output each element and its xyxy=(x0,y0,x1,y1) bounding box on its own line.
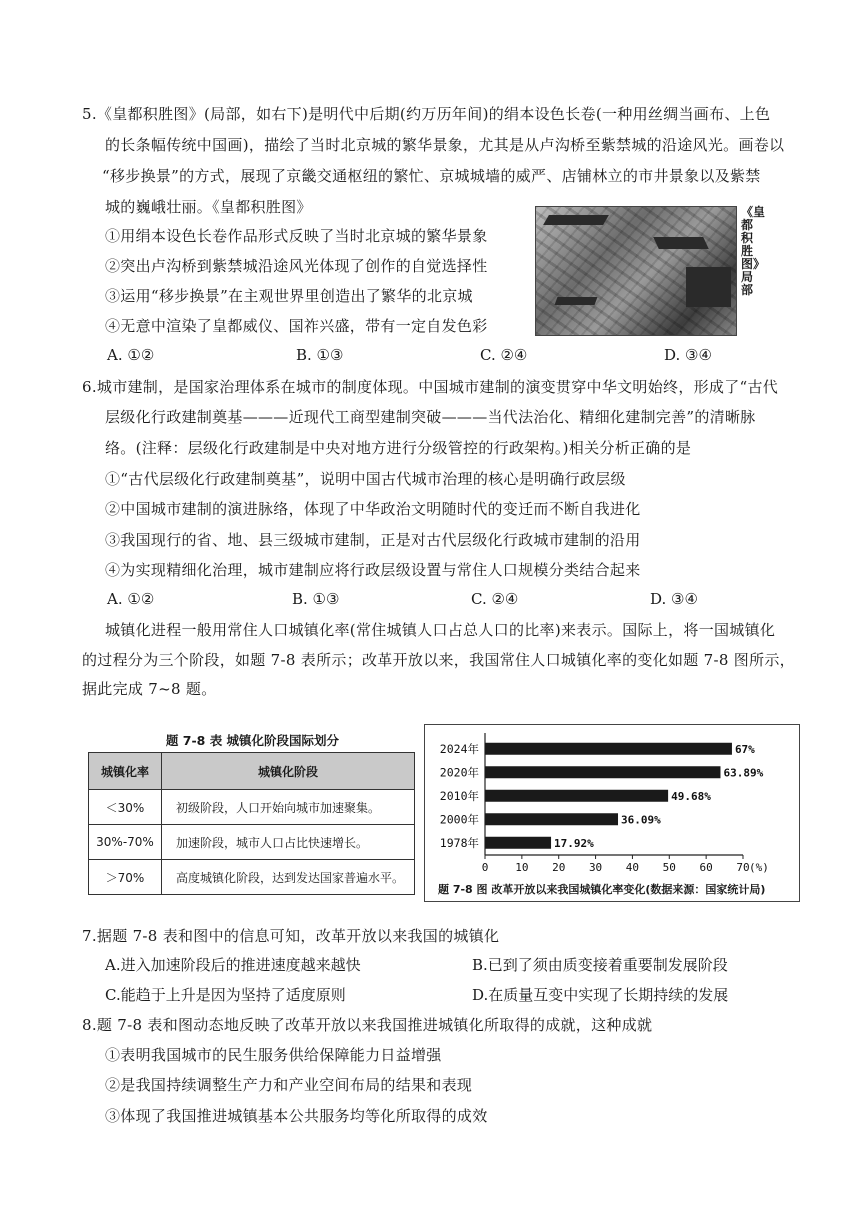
table-row xyxy=(89,825,415,860)
bar xyxy=(485,813,618,825)
table-header-row xyxy=(89,753,415,790)
category-label: 1978年 xyxy=(439,835,479,850)
bar xyxy=(485,743,732,755)
x-tick-label: 10 xyxy=(515,861,529,874)
q6-line-2: 层级化行政建制奠基———近现代工商型建制突破———当代法治化、精细化建制完善”的清晰脉 xyxy=(105,408,756,426)
q5-item-1: ①用绢本设色长卷作品形式反映了当时北京城的繁华景象 xyxy=(105,227,488,245)
table-cell-rate: ＞70% xyxy=(89,860,162,895)
chart-svg xyxy=(425,725,799,901)
q6-line-1: 6.城市建制，是国家治理体系在城市的制度体现。中国城市建制的演变贯穿中华文明始终，形成了“古代 xyxy=(82,378,779,396)
category-label: 2024年 xyxy=(439,741,479,756)
table-header-rate: 城镇化率 xyxy=(89,753,162,790)
bar xyxy=(485,837,551,849)
x-tick-label: 0 xyxy=(481,861,489,874)
q6-item-1: ①“古代层级化行政建制奠基”，说明中国古代城市治理的核心是明确行政层级 xyxy=(105,470,626,488)
q6-item-3: ③我国现行的省、地、县三级城市建制，正是对古代层级化行政城市建制的沿用 xyxy=(105,531,641,549)
q7-option-a: A.进入加速阶段后的推进速度越来越快 xyxy=(105,956,361,974)
bar xyxy=(485,766,720,778)
category-label: 2020年 xyxy=(439,765,479,780)
table-cell-stage: 加速阶段，城市人口占比快速增长。 xyxy=(162,825,415,860)
x-tick-label: 40 xyxy=(625,861,640,874)
table-cell-rate: ＜30% xyxy=(89,790,162,825)
table-row xyxy=(89,790,415,825)
intro-line-3: 据此完成 7~8 题。 xyxy=(82,680,217,698)
table-header-stage: 城镇化阶段 xyxy=(162,753,415,790)
table-row xyxy=(89,860,415,895)
table-cell-stage: 初级阶段，人口开始向城市加速聚集。 xyxy=(162,790,415,825)
category-label: 2010年 xyxy=(439,788,479,803)
q5-option-a: A. ①② xyxy=(107,346,155,364)
q6-option-c: C. ②④ xyxy=(471,590,519,608)
q5-option-c: C. ②④ xyxy=(480,346,528,364)
q5-line-4: 城的巍峨壮丽。《皇都积胜图》 xyxy=(105,198,312,216)
chart-caption: 题 7-8 图 改革开放以来我国城镇化率变化(数据来源：国家统计局) xyxy=(438,883,766,896)
q6-option-b: B. ①③ xyxy=(292,590,340,608)
intro-line-1: 城镇化进程一般用常住人口城镇化率(常住城镇人口占总人口的比率)来表示。国际上，将一国城镇化 xyxy=(105,621,776,639)
urbanization-stage-table xyxy=(88,752,415,895)
q6-option-a: A. ①② xyxy=(107,590,155,608)
x-tick-label: 70 xyxy=(736,861,750,874)
q5-item-2: ②突出卢沟桥到紫禁城沿途风光体现了创作的自觉选择性 xyxy=(105,257,488,275)
q6-option-d: D. ③④ xyxy=(650,590,698,608)
q6-item-2: ②中国城市建制的演进脉络，体现了中华政治文明随时代的变迁而不断自我进化 xyxy=(105,500,641,518)
q7-option-c: C.能趋于上升是因为坚持了适度原则 xyxy=(105,986,346,1004)
q5-line-3: “移步换景”的方式，展现了京畿交通枢纽的繁忙、京城城墙的威严、店铺林立的市井景象以及紫禁 xyxy=(102,167,761,185)
bar xyxy=(485,790,668,802)
x-unit-label: (%) xyxy=(749,861,769,874)
q7-option-b: B.已到了须由质变接着重要制发展阶段 xyxy=(472,956,728,974)
q8-stem: 8.题 7-8 表和图动态地反映了改革开放以来我国推进城镇化所取得的成就，这种成就 xyxy=(82,1016,653,1034)
q6-item-4: ④为实现精细化治理，城市建制应将行政层级设置与常住人口规模分类结合起来 xyxy=(105,561,641,579)
q8-item-3: ③体现了我国推进城镇基本公共服务均等化所取得的成效 xyxy=(105,1107,488,1125)
urbanization-chart xyxy=(424,724,800,902)
q5-option-b: B. ①③ xyxy=(296,346,344,364)
table-caption: 题 7-8 表 城镇化阶段国际划分 xyxy=(165,733,340,748)
q5-option-d: D. ③④ xyxy=(664,346,712,364)
x-tick-label: 30 xyxy=(588,861,603,874)
q5-item-3: ③运用“移步换景”在主观世界里创造出了繁华的北京城 xyxy=(105,287,473,305)
data-label: 17.92% xyxy=(554,836,594,850)
q7-stem: 7.据题 7-8 表和图中的信息可知，改革开放以来我国的城镇化 xyxy=(82,927,500,945)
q7-option-d: D.在质量互变中实现了长期持续的发展 xyxy=(472,986,729,1004)
data-label: 49.68% xyxy=(671,789,711,803)
painting-image xyxy=(535,206,737,336)
table-cell-rate: 30%-70% xyxy=(89,825,162,860)
painting-caption: 《皇都积胜图》局部 xyxy=(741,205,766,297)
q6-line-3: 络。(注释：层级化行政建制是中央对地方进行分级管控的行政架构。)相关分析正确的是 xyxy=(105,439,692,457)
q8-item-1: ①表明我国城市的民生服务供给保障能力日益增强 xyxy=(105,1046,442,1064)
data-label: 36.09% xyxy=(621,813,661,827)
q8-item-2: ②是我国持续调整生产力和产业空间布局的结果和表现 xyxy=(105,1076,473,1094)
intro-line-2: 的过程分为三个阶段，如题 7-8 表所示；改革开放以来，我国常住人口城镇化率的变化如题 7-8 图所示， xyxy=(82,651,795,669)
data-label: 67% xyxy=(734,742,755,756)
q5-line-1: 5.《皇都积胜图》(局部，如右下)是明代中后期(约万历年间)的绢本设色长卷(一种用丝绸当画布、上色 xyxy=(82,105,771,123)
x-tick-label: 20 xyxy=(552,861,566,874)
category-label: 2000年 xyxy=(439,812,479,827)
data-label: 63.89% xyxy=(723,766,764,780)
q5-line-2: 的长条幅传统中国画)，描绘了当时北京城的繁华景象，尤其是从卢沟桥至紫禁城的沿途风光。画卷以 xyxy=(105,136,785,154)
x-tick-label: 60 xyxy=(699,861,713,874)
table-cell-stage: 高度城镇化阶段，达到发达国家普遍水平。 xyxy=(162,860,415,895)
q5-item-4: ④无意中渲染了皇都威仪、国祚兴盛，带有一定自发色彩 xyxy=(105,317,488,335)
x-tick-label: 50 xyxy=(662,861,676,874)
